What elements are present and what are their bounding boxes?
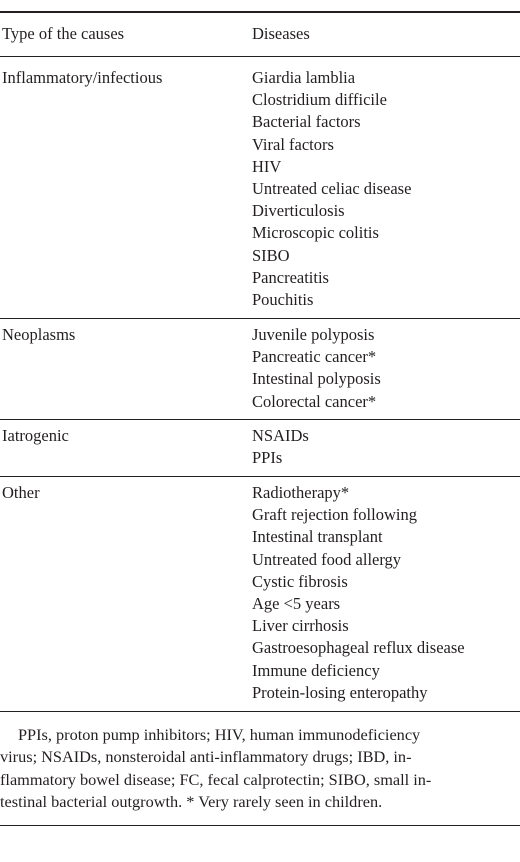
list-item: Viral factors — [252, 134, 334, 154]
list-item: Clostridium difficile — [252, 90, 387, 110]
footnote-bottom-rule — [0, 825, 520, 826]
header-diseases: Diseases — [252, 24, 310, 43]
row-rule-3 — [0, 476, 520, 477]
list-item: Juvenile polyposis — [252, 325, 375, 344]
footnote-line: testinal bacterial outgrowth. * Very rarely seen in children. — [0, 792, 383, 812]
header-type-of-causes: Type of the causes — [2, 24, 125, 43]
row-rule-1 — [0, 318, 520, 319]
list-item: Intestinal transplant — [252, 527, 383, 547]
list-item: HIV — [252, 156, 282, 176]
list-item: Microscopic colitis — [252, 223, 379, 243]
table-bottom-rule — [0, 711, 520, 712]
list-item: Colorectal cancer* — [252, 391, 377, 411]
list-item: Gastroesophageal reflux disease — [252, 638, 465, 658]
footnote-line: flammatory bowel disease; FC, fecal calprotectin; SIBO, small in- — [0, 769, 432, 789]
list-item: Cystic fibrosis — [252, 571, 348, 591]
list-item: Untreated celiac disease — [252, 178, 412, 198]
header-rule — [0, 56, 520, 57]
row-type-other: Other — [2, 483, 40, 502]
list-item: Pouchitis — [252, 289, 314, 309]
footnote-line: virus; NSAIDs, nonsteroidal anti-inflammatory drugs; IBD, in- — [0, 747, 412, 767]
row-diseases-other — [252, 482, 465, 704]
footnote-line: PPIs, proton pump inhibitors; HIV, human immunodeficiency — [18, 725, 421, 744]
list-item: Diverticulosis — [252, 201, 345, 221]
list-item: SIBO — [252, 245, 290, 265]
list-item: Graft rejection following — [252, 505, 417, 525]
list-item: Intestinal polyposis — [252, 369, 381, 389]
list-item: Protein-losing enteropathy — [252, 682, 428, 702]
row-diseases-inflammatory — [252, 67, 411, 311]
list-item: PPIs — [252, 448, 283, 468]
row-type-neoplasms: Neoplasms — [2, 325, 76, 344]
row-diseases-iatrogenic — [252, 425, 309, 469]
table-footnote — [0, 724, 520, 814]
row-diseases-neoplasms — [252, 324, 381, 413]
table-top-rule — [0, 11, 520, 13]
row-rule-2 — [0, 419, 520, 420]
row-type-inflammatory: Inflammatory/infectious — [2, 68, 163, 87]
list-item: Pancreatitis — [252, 267, 329, 287]
list-item: Pancreatic cancer* — [252, 347, 377, 367]
row-type-iatrogenic: Iatrogenic — [2, 426, 69, 445]
list-item: Immune deficiency — [252, 660, 380, 680]
list-item: Liver cirrhosis — [252, 616, 349, 636]
list-item: Giardia lamblia — [252, 68, 356, 87]
list-item: Age <5 years — [252, 593, 341, 613]
list-item: Bacterial factors — [252, 112, 361, 132]
list-item: NSAIDs — [252, 426, 309, 445]
list-item: Untreated food allergy — [252, 549, 402, 569]
list-item: Radiotherapy* — [252, 483, 350, 502]
